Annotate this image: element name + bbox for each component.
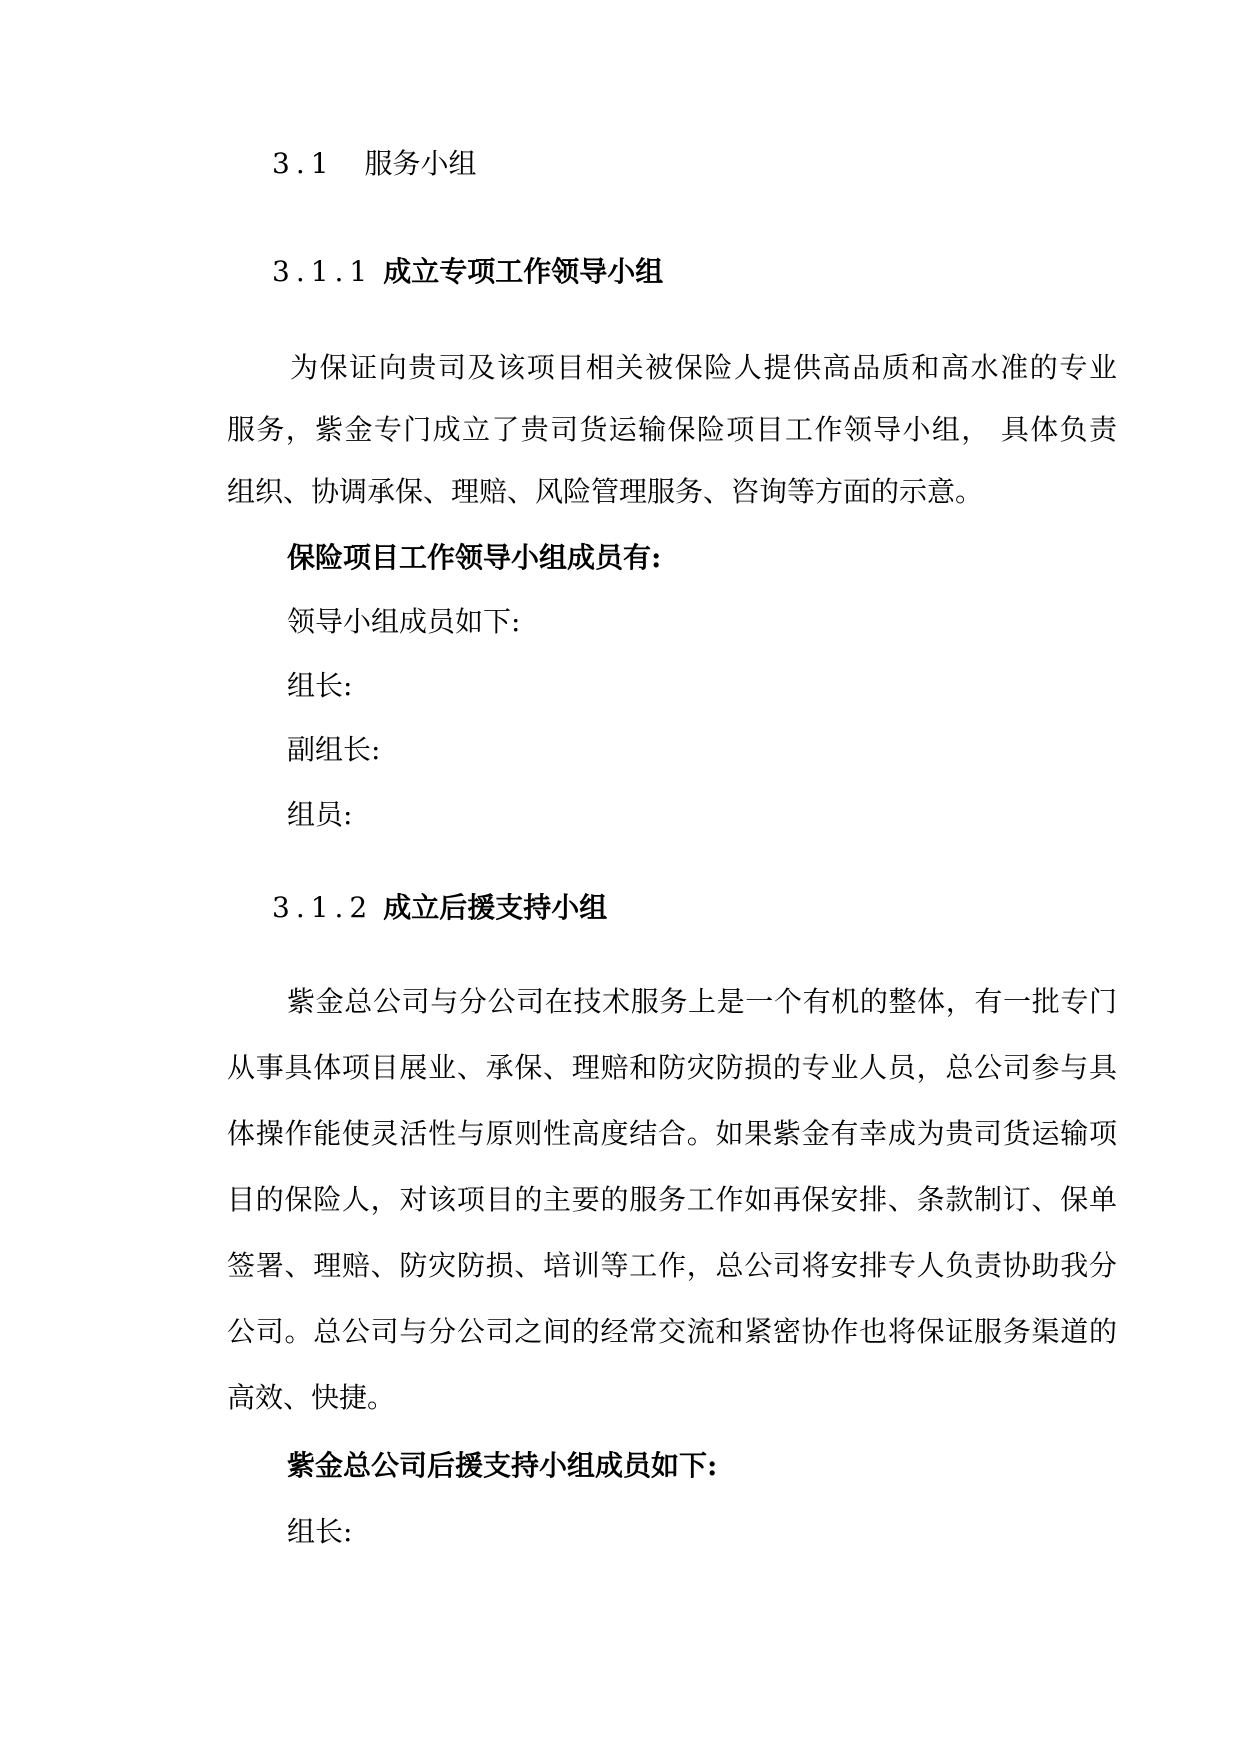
paragraph-line: 公司。总公司与分公司之间的经常交流和紧密协作也将保证服务渠道的 — [227, 1315, 1117, 1348]
paragraph-line: 紫金总公司与分公司在技术服务上是一个有机的整体，有一批专门 — [287, 985, 1117, 1018]
leader-label: 组长: — [287, 669, 353, 702]
section-3-1-1-heading — [272, 254, 663, 290]
section-number: 3.1.2 — [272, 891, 374, 924]
paragraph-line: 签署、理赔、防灾防损、培训等工作，总公司将安排专人负责协助我分 — [227, 1249, 1117, 1282]
paragraph-line: 体操作能使灵活性与原则性高度结合。如果紫金有幸成为贵司货运输项 — [227, 1117, 1117, 1150]
section-title: 服务小组 — [364, 147, 477, 180]
section-title: 成立后援支持小组 — [383, 891, 608, 924]
paragraph-line: 从事具体项目展业、承保、理赔和防灾防损的专业人员，总公司参与具 — [227, 1051, 1117, 1084]
leader-group-intro: 领导小组成员如下: — [287, 605, 521, 638]
paragraph-line: 组织、协调承保、理赔、风险管理服务、咨询等方面的示意。 — [227, 475, 984, 508]
support-leader-label: 组长: — [287, 1515, 353, 1548]
section-3-1-heading — [272, 146, 477, 182]
support-group-heading: 紫金总公司后援支持小组成员如下: — [287, 1449, 718, 1482]
section-number: 3.1.1 — [272, 255, 374, 288]
section-title: 成立专项工作领导小组 — [383, 255, 664, 288]
leader-group-heading: 保险项目工作领导小组成员有: — [287, 541, 662, 574]
member-label: 组员: — [287, 798, 353, 831]
paragraph-line: 目的保险人，对该项目的主要的服务工作如再保安排、条款制订、保单 — [227, 1183, 1117, 1216]
paragraph-line: 为保证向贵司及该项目相关被保险人提供高品质和高水准的专业 — [290, 351, 1117, 384]
paragraph-line: 高效、快捷。 — [227, 1381, 396, 1414]
section-number: 3.1 — [272, 147, 335, 180]
deputy-leader-label: 副组长: — [287, 733, 381, 766]
paragraph-line: 服务，紫金专门成立了贵司货运输保险项目工作领导小组， 具体负责 — [227, 413, 1117, 446]
section-3-1-2-heading — [272, 890, 607, 926]
